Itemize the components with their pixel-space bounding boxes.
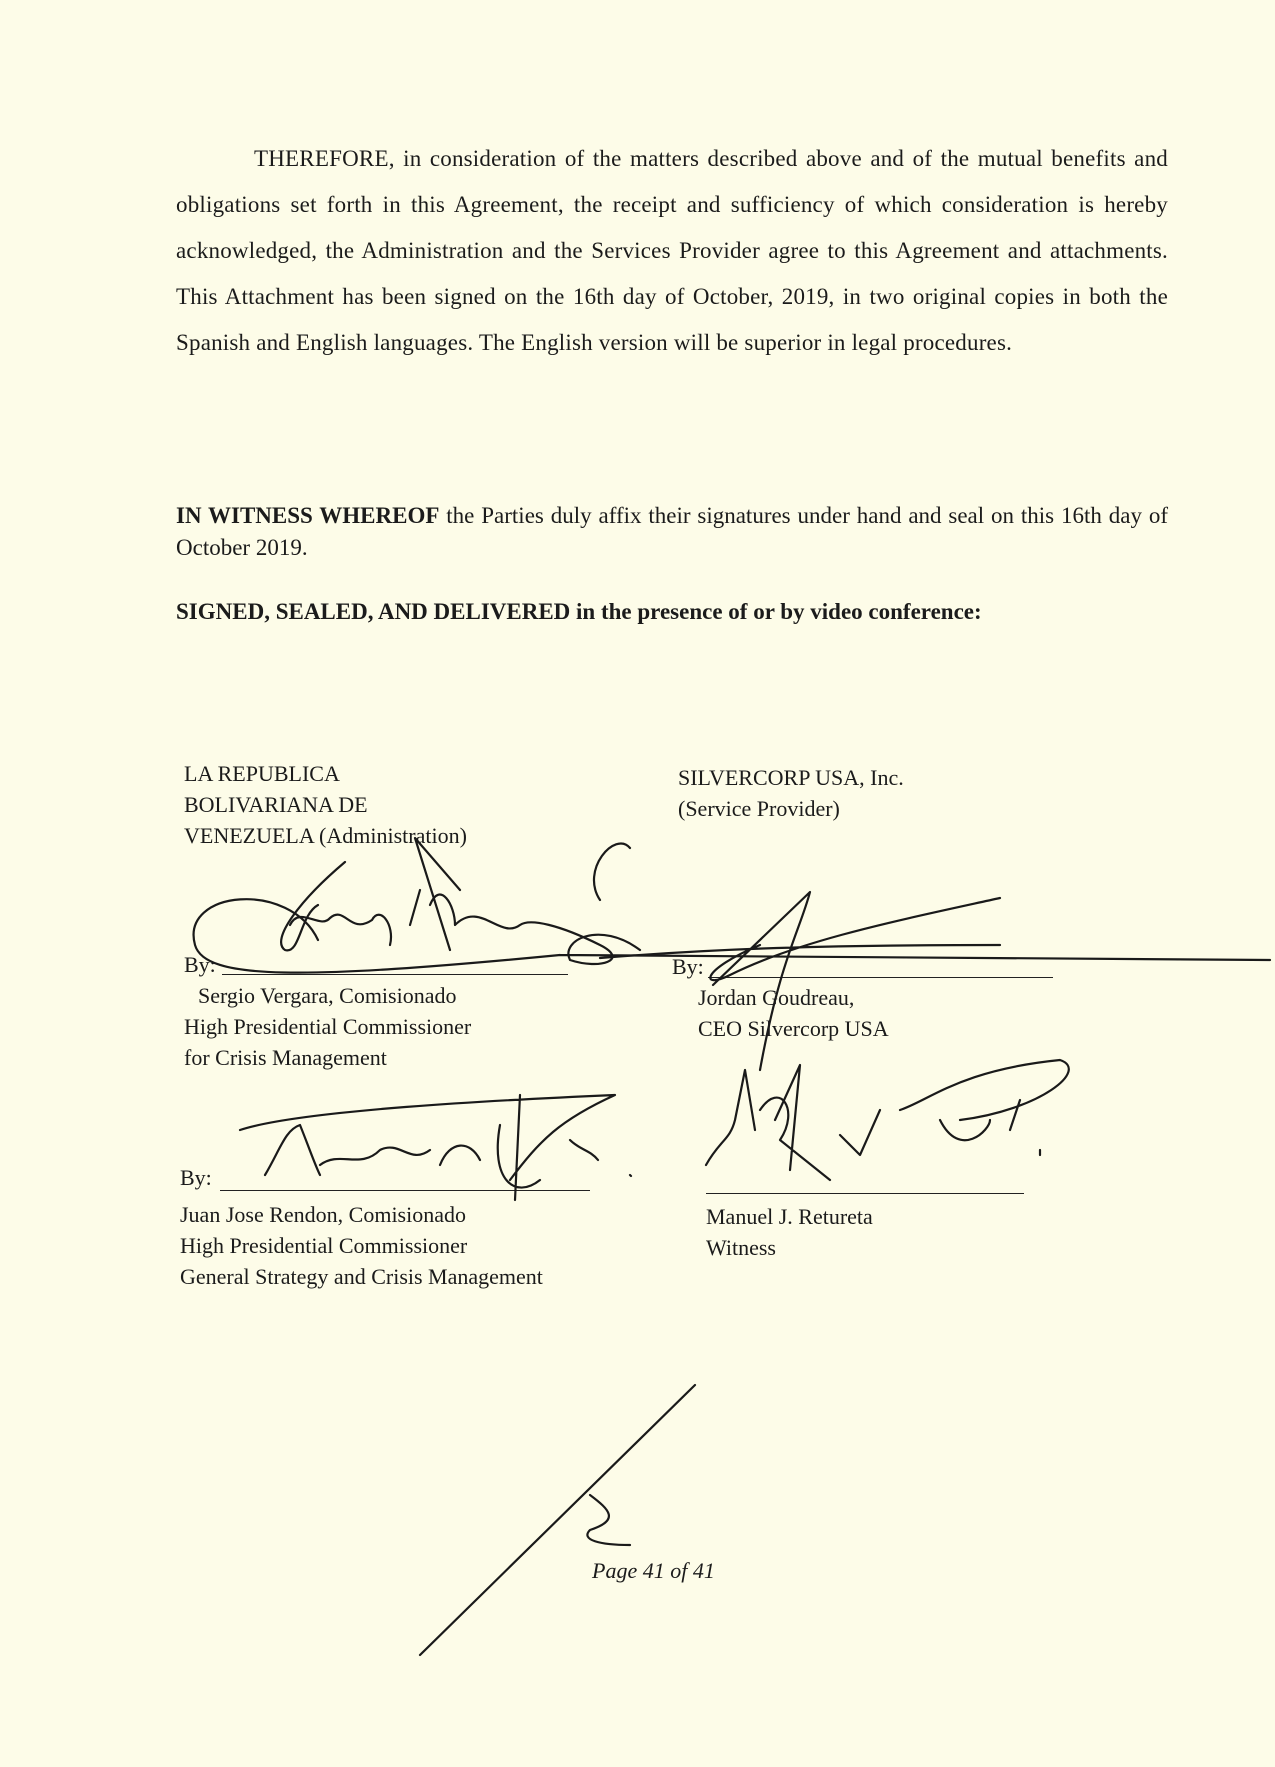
administration-line: BOLIVARIANA DE: [184, 792, 368, 817]
service-provider-party-block: [678, 762, 904, 824]
signature-line: [222, 974, 568, 975]
signatory-name: Juan Jose Rendon, Comisionado: [180, 1202, 466, 1227]
retureta-signature: [706, 1060, 1069, 1180]
vergara-signature: [194, 838, 1270, 973]
service-provider-line: SILVERCORP USA, Inc.: [678, 765, 904, 790]
signatory-title: High Presidential Commissioner: [184, 1014, 472, 1039]
signature-by-label: By:: [184, 952, 216, 977]
administration-line: VENEZUELA (Administration): [184, 823, 467, 848]
rendon-signature: [240, 1095, 631, 1200]
signatory-name: Sergio Vergara, Comisionado: [198, 983, 457, 1008]
signature-line: [708, 977, 1053, 978]
agreement-paragraph: [176, 136, 1168, 366]
signatory-name: Jordan Goudreau,: [698, 985, 855, 1010]
signature-by-label: By:: [672, 954, 704, 979]
signature-line: [220, 1190, 590, 1191]
signatory-title: High Presidential Commissioner: [180, 1233, 468, 1258]
administration-line: LA REPUBLICA: [184, 761, 340, 786]
administration-party-block: [184, 758, 467, 851]
signatory-vergara: [184, 980, 471, 1073]
signatory-title: CEO Silvercorp USA: [698, 1016, 889, 1041]
signature-line: [706, 1193, 1024, 1194]
signed-sealed-heading: SIGNED, SEALED, AND DELIVERED in the presence of or by video conference:: [176, 599, 982, 624]
signatory-name: Manuel J. Retureta: [706, 1204, 873, 1229]
signatory-title: Witness: [706, 1235, 776, 1260]
page-number: Page 41 of 41: [592, 1558, 715, 1583]
signatory-rendon: [180, 1199, 543, 1292]
witness-clause-heading: IN WITNESS WHEREOF: [176, 503, 440, 528]
witness-clause: [176, 500, 1168, 564]
signatory-title: for Crisis Management: [184, 1045, 387, 1070]
signatory-goudreau: [698, 982, 889, 1044]
signature-by-label: By:: [180, 1165, 212, 1190]
witness-retureta: [706, 1201, 873, 1263]
service-provider-line: (Service Provider): [678, 796, 840, 821]
page-initial-signature: [420, 1385, 695, 1655]
agreement-paragraph-text: THEREFORE, in consideration of the matters described above and of the mutual benefits and obligations set forth in this Agreement, the receipt and sufficiency of which consideration is hereby acknowledged, the Administration and the Services Provider agree to this Agreement and attachments. This Attachment has been signed on the 16th day of October, 2019, in two original copies in both the Spanish and English languages. The English version will be superior in legal procedures.: [176, 146, 1168, 355]
witness-clause-text: the Parties duly affix their signatures under hand and seal on this 16th day of October 2019.: [176, 503, 1168, 560]
signatory-title: General Strategy and Crisis Management: [180, 1264, 543, 1289]
